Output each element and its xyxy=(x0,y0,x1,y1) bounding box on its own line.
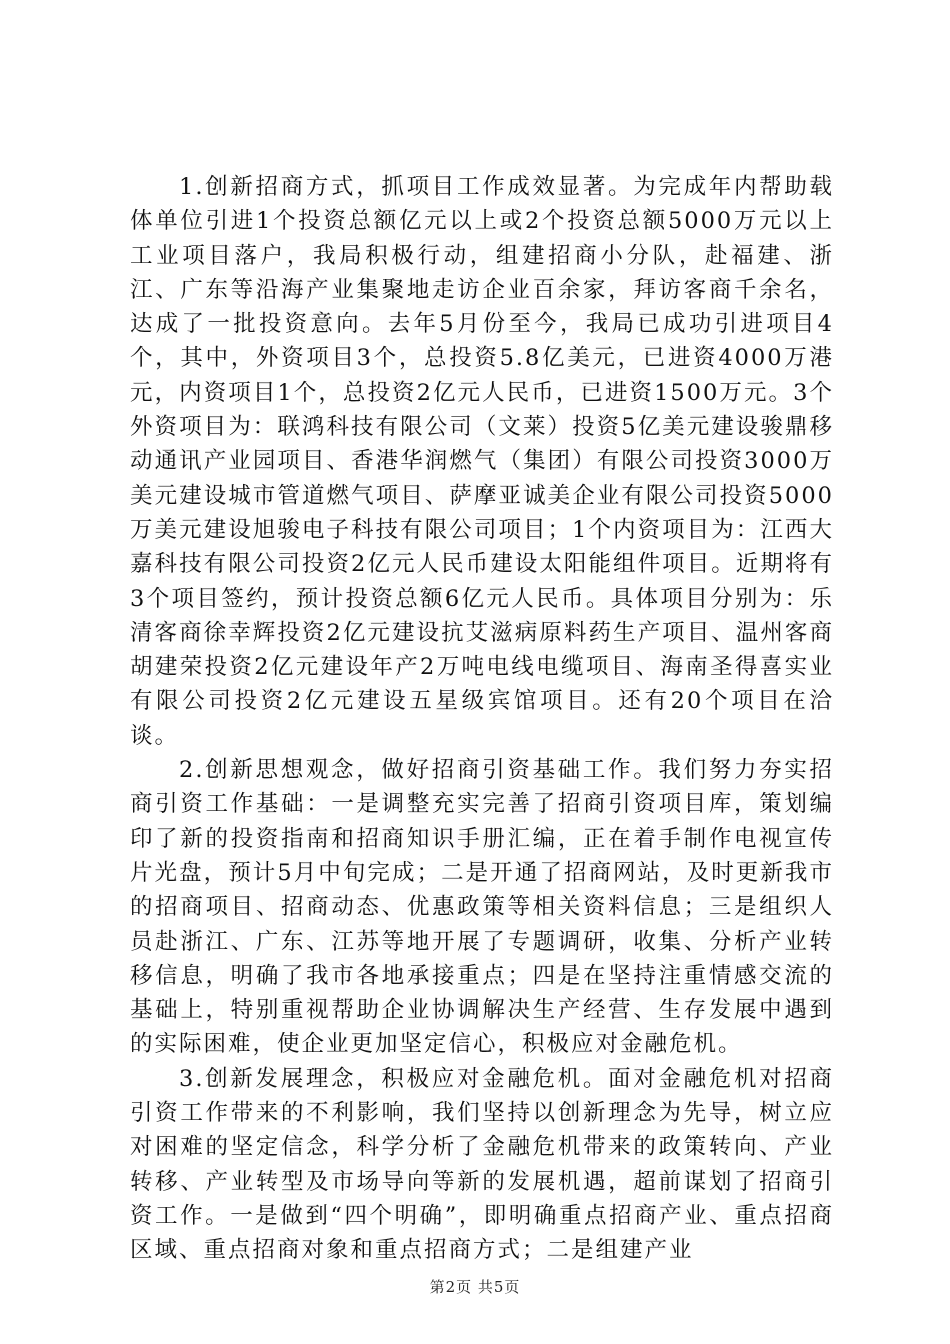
paragraph-1: 1.创新招商方式，抓项目工作成效显著。为完成年内帮助载体单位引进1个投资总额亿元以上或2个投资总额5000万元以上工业项目落户，我局积极行动，组建招商小分队，赴福建、浙江、广东等沿海产业集聚地走访企业百余家，拜访客商千余名，达成了一批投资意向。去年5月份至今，我局已成功引进项目4个，其中，外资项目3个，总投资5.8亿美元，已进资4000万港元，内资项目1个，总投资2亿元人民币，已进资1500万元。3个外资项目为：联鸿科技有限公司（文莱）投资5亿美元建设骏鼎移动通讯产业园项目、香港华润燃气（集团）有限公司投资3000万美元建设城市管道燃气项目、萨摩亚诚美企业有限公司投资5000万美元建设旭骏电子科技有限公司项目；1个内资项目为：江西大嘉科技有限公司投资2亿元人民币建设太阳能组件项目。近期将有3个项目签约，预计投资总额6亿元人民币。具体项目分别为：乐清客商徐幸辉投资2亿元建设抗艾滋病原料药生产项目、温州客商胡建荣投资2亿元建设年产2万吨电线电缆项目、海南圣得喜实业有限公司投资2亿元建设五星级宾馆项目。还有20个项目在洽谈。 xyxy=(130,174,834,749)
page-number: 第2页 共5页 xyxy=(429,1278,521,1296)
paragraph-2: 2.创新思想观念，做好招商引资基础工作。我们努力夯实招商引资工作基础：一是调整充实完善了招商引资项目库，策划编印了新的投资指南和招商知识手册汇编，正在着手制作电视宣传片光盘，预计5月中旬完成；二是开通了招商网站，及时更新我市的招商项目、招商动态、优惠政策等相关资料信息；三是组织人员赴浙江、广东、江苏等地开展了专题调研，收集、分析产业转移信息，明确了我市各地承接重点；四是在坚持注重情感交流的基础上，特别重视帮助企业协调解决生产经营、生存发展中遇到的实际困难，使企业更加坚定信心，积极应对金融危机。 xyxy=(130,757,834,1058)
document-body xyxy=(130,170,834,1268)
paragraph-3: 3.创新发展理念，积极应对金融危机。面对金融危机对招商引资工作带来的不利影响，我们坚持以创新理念为先导，树立应对困难的坚定信念，科学分析了金融危机带来的政策转向、产业转移、产业转型及市场导向等新的发展机遇，超前谋划了招商引资工作。一是做到“四个明确”，即明确重点招商产业、重点招商区域、重点招商对象和重点招商方式；二是组建产业 xyxy=(130,1065,834,1264)
page-footer xyxy=(0,1276,950,1297)
